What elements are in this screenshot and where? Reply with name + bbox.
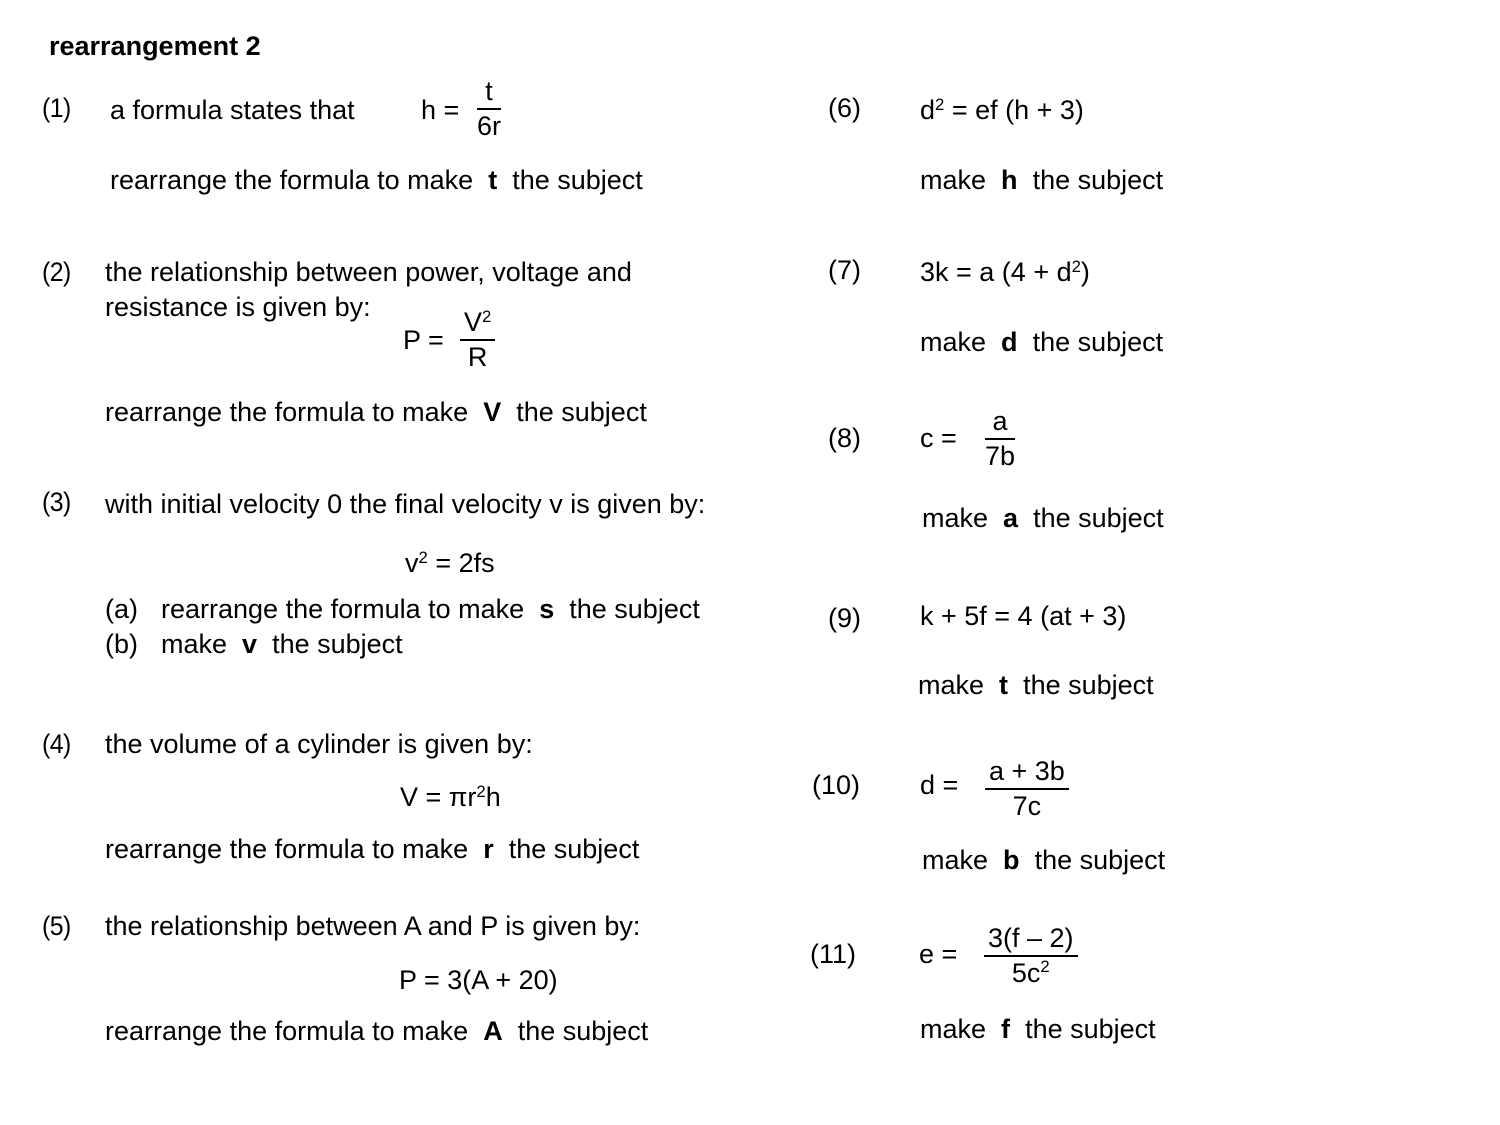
instruction-text: the subject xyxy=(1032,327,1164,357)
formula-rest: = ef (h + 3) xyxy=(944,95,1084,125)
exponent: 2 xyxy=(418,547,428,567)
question-number: (9) xyxy=(828,603,861,633)
instruction xyxy=(161,631,403,658)
fraction-denominator: 7b xyxy=(985,440,1016,471)
question-intro: resistance is given by: xyxy=(105,292,371,322)
question-number: (4) xyxy=(42,729,71,759)
question-intro: with initial velocity 0 the final velocity v is given by: xyxy=(105,489,706,519)
instruction xyxy=(920,1016,1156,1043)
exponent: 2 xyxy=(476,781,486,801)
instruction-text: the subject xyxy=(512,165,643,195)
question-number: (11) xyxy=(810,939,857,969)
fraction-denominator: R xyxy=(467,341,488,372)
formula-fraction xyxy=(985,758,1069,820)
sub-question-label: (b) xyxy=(105,629,138,659)
instruction-text: the subject xyxy=(272,629,403,659)
instruction-text: the subject xyxy=(1032,165,1164,195)
formula-part: 3k = a (4 + d xyxy=(920,257,1072,287)
formula-base: d xyxy=(920,95,936,125)
instruction xyxy=(918,672,1154,699)
fraction-numerator: 3(f – 2) xyxy=(988,923,1074,953)
question-intro: a formula states that xyxy=(110,95,355,125)
fraction-numerator: t xyxy=(485,76,493,106)
instruction-text: the subject xyxy=(508,834,640,864)
fraction-numerator: a xyxy=(992,406,1008,436)
sub-question-a xyxy=(105,596,138,623)
question-number: (5) xyxy=(42,911,71,941)
instruction xyxy=(105,399,647,426)
instruction-text: make xyxy=(922,845,989,875)
instruction xyxy=(105,1018,648,1045)
fraction-numerator xyxy=(460,306,495,339)
instruction xyxy=(922,505,1164,532)
question-number: (2) xyxy=(42,257,71,287)
instruction-text: the subject xyxy=(516,397,647,427)
question-number: (8) xyxy=(828,423,861,453)
exponent: 2 xyxy=(482,306,492,326)
question-number: (1) xyxy=(42,93,71,123)
instruction xyxy=(105,836,639,863)
instruction-text: make xyxy=(920,327,987,357)
exponent: 2 xyxy=(1040,957,1050,977)
formula-rest: = 2fs xyxy=(427,548,495,578)
subject-variable: b xyxy=(1003,845,1020,875)
subject-variable: a xyxy=(1003,503,1019,533)
subject-variable: r xyxy=(483,834,494,864)
instruction-text: the subject xyxy=(517,1016,649,1046)
formula-lhs: c = xyxy=(920,423,957,453)
subject-variable: d xyxy=(1001,327,1018,357)
question-intro: the volume of a cylinder is given by: xyxy=(105,729,533,759)
question-intro: the relationship between A and P is given by: xyxy=(105,911,641,941)
instruction-text: rearrange the formula to make xyxy=(105,834,469,864)
instruction xyxy=(161,596,700,623)
formula-lhs: h = xyxy=(421,95,460,125)
formula-fraction xyxy=(477,78,501,140)
instruction-text: the subject xyxy=(1025,1014,1156,1044)
instruction-text: make xyxy=(922,503,989,533)
numerator-base: V xyxy=(464,307,483,337)
fraction-numerator: a + 3b xyxy=(989,756,1065,786)
instruction-text: the subject xyxy=(1034,845,1166,875)
fraction-denominator xyxy=(1012,957,1050,987)
subject-variable: s xyxy=(539,594,555,624)
instruction-text: make xyxy=(161,629,228,659)
denominator-base: 5c xyxy=(1011,957,1041,988)
worksheet-title: rearrangement 2 xyxy=(49,31,261,61)
formula xyxy=(920,94,1084,125)
formula xyxy=(405,547,495,578)
formula: P = 3(A + 20) xyxy=(399,965,558,995)
instruction-text: rearrange the formula to make xyxy=(105,397,469,427)
formula xyxy=(920,256,1090,287)
subject-variable: h xyxy=(1001,165,1018,195)
formula-lhs: P = xyxy=(403,325,444,355)
formula xyxy=(400,781,501,812)
subject-variable: A xyxy=(483,1016,503,1046)
instruction-text: the subject xyxy=(1023,670,1154,700)
question-intro: the relationship between power, voltage and xyxy=(105,257,632,287)
instruction xyxy=(922,847,1165,874)
formula-part: ) xyxy=(1080,257,1090,287)
instruction-text: rearrange the formula to make xyxy=(105,1016,469,1046)
formula-fraction xyxy=(985,408,1015,470)
exponent: 2 xyxy=(1071,256,1081,276)
formula-part: h xyxy=(485,782,501,812)
instruction-text: the subject xyxy=(1033,503,1164,533)
question-number: (10) xyxy=(812,770,861,800)
formula-fraction xyxy=(460,306,495,372)
formula-part: V = πr xyxy=(400,782,477,812)
exponent: 2 xyxy=(935,94,945,114)
question-number: (3) xyxy=(42,487,71,517)
instruction-text: rearrange the formula to make xyxy=(161,594,525,624)
instruction-text: make xyxy=(918,670,985,700)
question-number: (6) xyxy=(828,93,861,123)
sub-question-b xyxy=(105,631,138,658)
sub-question-label: (a) xyxy=(105,594,138,624)
fraction-denominator: 6r xyxy=(477,110,502,141)
subject-variable: f xyxy=(1001,1014,1011,1044)
instruction-text: the subject xyxy=(569,594,700,624)
subject-variable: t xyxy=(999,670,1009,700)
subject-variable: V xyxy=(483,397,502,427)
instruction-text: make xyxy=(920,1014,987,1044)
formula-fraction xyxy=(984,925,1078,987)
instruction-text: make xyxy=(920,165,987,195)
subject-variable: v xyxy=(242,629,258,659)
instruction xyxy=(920,167,1163,194)
formula-lhs: d = xyxy=(920,770,959,800)
question-number: (7) xyxy=(828,255,861,285)
formula-lhs: e = xyxy=(919,939,958,969)
formula: k + 5f = 4 (at + 3) xyxy=(920,601,1127,631)
instruction xyxy=(920,329,1163,356)
instruction xyxy=(110,167,643,194)
formula-base: v xyxy=(405,548,419,578)
instruction-text: rearrange the formula to make xyxy=(110,165,474,195)
fraction-denominator: 7c xyxy=(1012,790,1042,821)
subject-variable: t xyxy=(488,165,498,195)
